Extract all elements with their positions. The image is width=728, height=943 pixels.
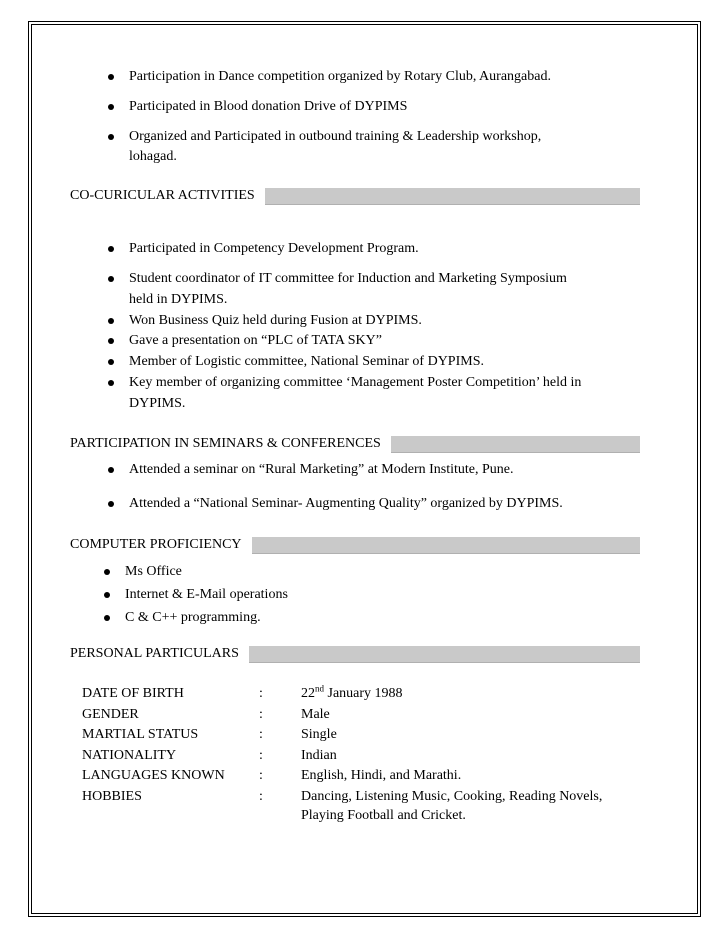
list-item: Participation in Dance competition organized by Rotary Club, Aurangabad. [129, 69, 551, 84]
hobbies-label: HOBBIES [82, 789, 142, 804]
list-item-continuation: lohagad. [129, 149, 177, 164]
bullet [108, 104, 114, 110]
separator: : [259, 707, 263, 722]
bullet [108, 380, 114, 386]
hobbies-value: Dancing, Listening Music, Cooking, Reading Novels, [301, 789, 603, 804]
bullet [108, 246, 114, 252]
nationality-value: Indian [301, 748, 337, 763]
languages-value: English, Hindi, and Marathi. [301, 768, 462, 783]
section-title: CO-CURICULAR ACTIVITIES [70, 187, 265, 205]
dob-suffix: nd [315, 683, 324, 694]
bullet [108, 467, 114, 473]
bullet [108, 359, 114, 365]
list-item: Participated in Competency Development Program. [129, 241, 419, 256]
dob-label: DATE OF BIRTH [82, 686, 184, 701]
bullet [104, 615, 110, 621]
bullet [104, 592, 110, 598]
separator: : [259, 789, 263, 804]
languages-label: LANGUAGES KNOWN [82, 768, 225, 783]
list-item: Organized and Participated in outbound training & Leadership workshop, [129, 129, 542, 144]
section-header-seminars [70, 435, 640, 453]
hobbies-value-continuation: Playing Football and Cricket. [301, 808, 466, 823]
bullet [108, 501, 114, 507]
section-title: PERSONAL PARTICULARS [70, 645, 249, 663]
marital-value: Single [301, 727, 337, 742]
dob-day: 22 [301, 686, 315, 701]
bullet [104, 569, 110, 575]
list-item: Attended a “National Seminar- Augmenting Quality” organized by DYPIMS. [129, 496, 563, 511]
list-item-continuation: DYPIMS. [129, 396, 186, 411]
bullet [108, 318, 114, 324]
separator: : [259, 686, 263, 701]
dob-rest: January 1988 [324, 686, 403, 701]
list-item: Member of Logistic committee, National Seminar of DYPIMS. [129, 354, 484, 369]
marital-label: MARTIAL STATUS [82, 727, 199, 742]
section-title: PARTICIPATION IN SEMINARS & CONFERENCES [70, 435, 391, 453]
list-item: Key member of organizing committee ‘Management Poster Competition’ held in [129, 375, 582, 390]
section-header-cocurricular [70, 187, 640, 205]
section-header-computer [70, 536, 640, 554]
gender-value: Male [301, 707, 330, 722]
bullet [108, 134, 114, 140]
list-item: C & C++ programming. [125, 610, 261, 625]
bullet [108, 74, 114, 80]
section-title: COMPUTER PROFICIENCY [70, 536, 252, 554]
section-header-personal [70, 645, 640, 663]
separator: : [259, 768, 263, 783]
bullet [108, 276, 114, 282]
bullet [108, 338, 114, 344]
list-item: Participated in Blood donation Drive of DYPIMS [129, 99, 408, 114]
list-item: Gave a presentation on “PLC of TATA SKY” [129, 333, 382, 348]
list-item: Internet & E-Mail operations [125, 587, 288, 602]
dob-value [301, 685, 403, 703]
list-item: Ms Office [125, 564, 182, 579]
separator: : [259, 748, 263, 763]
list-item: Won Business Quiz held during Fusion at DYPIMS. [129, 313, 422, 328]
nationality-label: NATIONALITY [82, 748, 177, 763]
list-item: Attended a seminar on “Rural Marketing” at Modern Institute, Pune. [129, 462, 514, 477]
gender-label: GENDER [82, 707, 139, 722]
separator: : [259, 727, 263, 742]
list-item-continuation: held in DYPIMS. [129, 292, 228, 307]
list-item: Student coordinator of IT committee for Induction and Marketing Symposium [129, 271, 567, 286]
